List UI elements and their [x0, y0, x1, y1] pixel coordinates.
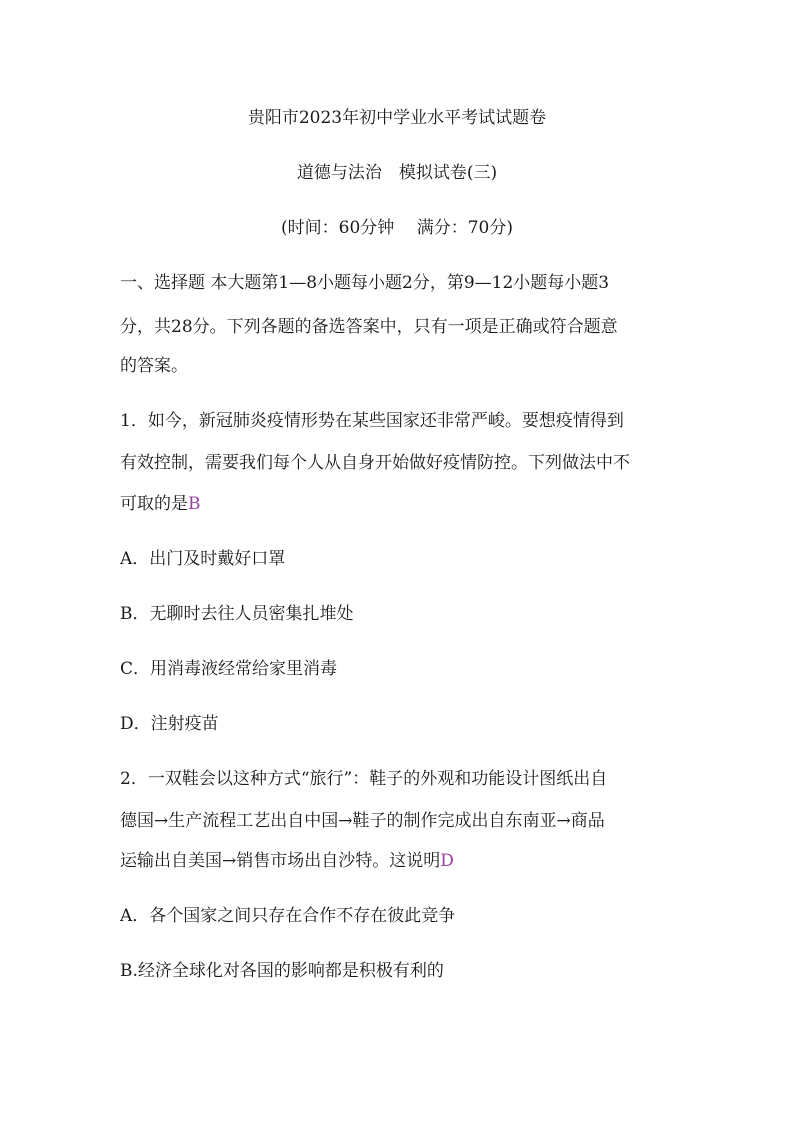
question-1-stem-last-line — [120, 493, 680, 515]
question-1-answer-mark: B — [188, 494, 201, 514]
question-1-stem-line: 1．如今，新冠肺炎疫情形势在某些国家还非常严峻。要想疫情得到 — [120, 411, 624, 431]
question-1-option-d: D．注射疫苗 — [120, 714, 219, 734]
question-1-option-a: A．出门及时戴好口罩 — [120, 549, 286, 569]
question-1-stem-text: 可取的是 — [120, 494, 188, 514]
section-intro-line: 分，共28分。下列各题的备选答案中，只有一项是正确或符合题意 — [120, 317, 618, 337]
question-2-option-b: B.经济全球化对各国的影响都是积极有利的 — [120, 961, 444, 981]
exam-info: (时间：60分钟 满分：70分) — [281, 218, 513, 238]
section-intro-line: 一、选择题 本大题第1—8小题每小题2分，第9—12小题每小题3 — [120, 273, 610, 293]
question-2-option-a: A．各个国家之间只存在合作不存在彼此竞争 — [120, 906, 456, 926]
question-2-stem-line: 德国→生产流程工艺出自中国→鞋子的制作完成出自东南亚→商品 — [120, 811, 605, 831]
document-subtitle: 道德与法治 模拟试卷(三) — [296, 163, 498, 183]
question-1-option-c: C．用消毒液经常给家里消毒 — [120, 659, 338, 679]
question-2-stem-text: 运输出自美国→销售市场出自沙特。这说明 — [120, 851, 441, 871]
question-1-stem-line: 有效控制，需要我们每个人从自身开始做好疫情防控。下列做法中不 — [120, 453, 630, 473]
question-1-option-b: B．无聊时去往人员密集扎堆处 — [120, 604, 354, 624]
question-2-stem-last-line — [120, 850, 680, 872]
question-2-stem-line: 2．一双鞋会以这种方式“旅行”：鞋子的外观和功能设计图纸出自 — [120, 769, 608, 789]
section-intro-line: 的答案。 — [120, 356, 188, 376]
document-title: 贵阳市2023年初中学业水平考试试题卷 — [247, 108, 547, 128]
question-2-answer-mark: D — [440, 851, 454, 871]
